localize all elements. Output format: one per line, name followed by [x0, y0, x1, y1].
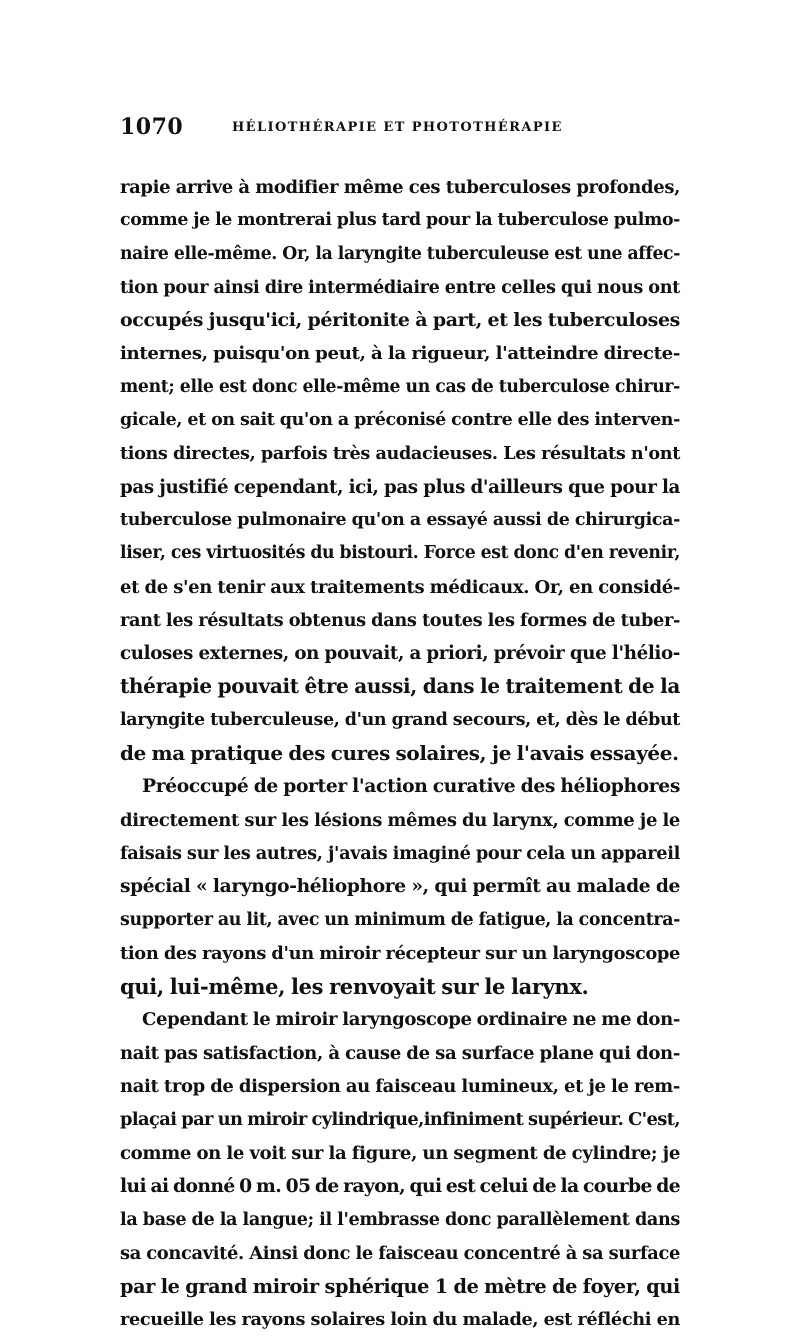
page-header	[120, 114, 690, 150]
text-line: comme je le montrerai plus tard pour la tuberculose pulmo-	[120, 210, 680, 231]
text-line: nait trop de dispersion au faisceau lumineux, et je le rem-	[120, 1076, 680, 1098]
text-line: tuberculose pulmonaire qu'on a essayé aussi de chirurgica-	[120, 509, 680, 530]
paragraph-start-line: Préoccupé de porter l'action curative des héliophores	[142, 775, 680, 798]
text-line: liser, ces virtuosités du bistouri. Force est donc d'en revenir,	[120, 543, 680, 564]
text-line: nait pas satisfaction, à cause de sa surface plane qui don-	[120, 1042, 680, 1064]
body-text	[120, 171, 680, 1336]
page-number: 1070	[120, 114, 184, 140]
text-line: tion pour ainsi dire intermédiaire entre celles qui nous ont	[120, 276, 680, 298]
text-line: rant les résultats obtenus dans toutes les formes de tuber-	[120, 609, 680, 631]
text-line: gicale, et on sait qu'on a préconisé contre elle des interven-	[120, 410, 680, 431]
text-line: ment; elle est donc elle-même un cas de tuberculose chirur-	[120, 376, 680, 397]
text-line: plaçai par un miroir cylindrique,infiniment supérieur. C'est,	[120, 1109, 680, 1131]
text-line: laryngite tuberculeuse, d'un grand secours, et, dès le début	[120, 709, 680, 730]
paragraph-start-line: Cependant le miroir laryngoscope ordinaire ne me don-	[142, 1009, 680, 1031]
text-line: lui ai donné 0 m. 05 de rayon, qui est celui de la courbe de	[120, 1174, 680, 1197]
text-line: sa concavité. Ainsi donc le faisceau concentré à sa surface	[120, 1242, 680, 1264]
text-line: tion des rayons d'un miroir récepteur sur un laryngoscope	[120, 942, 680, 964]
text-line: occupés jusqu'ici, péritonite à part, et les tuberculoses	[120, 309, 680, 332]
text-line: qui, lui-même, les renvoyait sur le larynx.	[120, 974, 589, 1000]
text-line: et de s'en tenir aux traitements médicaux. Or, en considé-	[120, 576, 680, 598]
text-line: internes, puisqu'on peut, à la rigueur, l'atteindre directe-	[120, 343, 680, 365]
text-line: faisais sur les autres, j'avais imaginé pour cela un appareil	[120, 842, 680, 864]
running-head: HÉLIOTHÉRAPIE ET PHOTOTHÉRAPIE	[232, 120, 563, 135]
text-line: directement sur les lésions mêmes du larynx, comme je le	[120, 809, 680, 831]
text-line: de ma pratique des cures solaires, je l'avais essayée.	[120, 741, 679, 766]
text-line: pas justifié cependant, ici, pas plus d'ailleurs que pour la	[120, 476, 680, 498]
text-line: par le grand miroir sphérique 1 de mètre de foyer, qui	[120, 1274, 680, 1298]
text-line: recueille les rayons solaires loin du malade, est réfléchi en	[120, 1309, 680, 1331]
text-line: spécial « laryngo-héliophore », qui permît au malade de	[120, 875, 680, 898]
text-line: rapie arrive à modifier même ces tuberculoses profondes,	[120, 177, 680, 198]
text-line: tions directes, parfois très audacieuses. Les résultats n'ont	[120, 443, 680, 465]
text-line: supporter au lit, avec un minimum de fatigue, la concentra-	[120, 909, 680, 930]
text-line: comme on le voit sur la figure, un segment de cylindre; je	[120, 1142, 680, 1164]
text-line: naire elle-même. Or, la laryngite tuberculeuse est une affec-	[120, 243, 680, 264]
text-line: thérapie pouvait être aussi, dans le traitement de la	[120, 674, 680, 699]
text-line: la base de la langue; il l'embrasse donc parallèlement dans	[120, 1209, 680, 1231]
text-line: culoses externes, on pouvait, a priori, prévoir que l'hélio-	[120, 643, 680, 665]
